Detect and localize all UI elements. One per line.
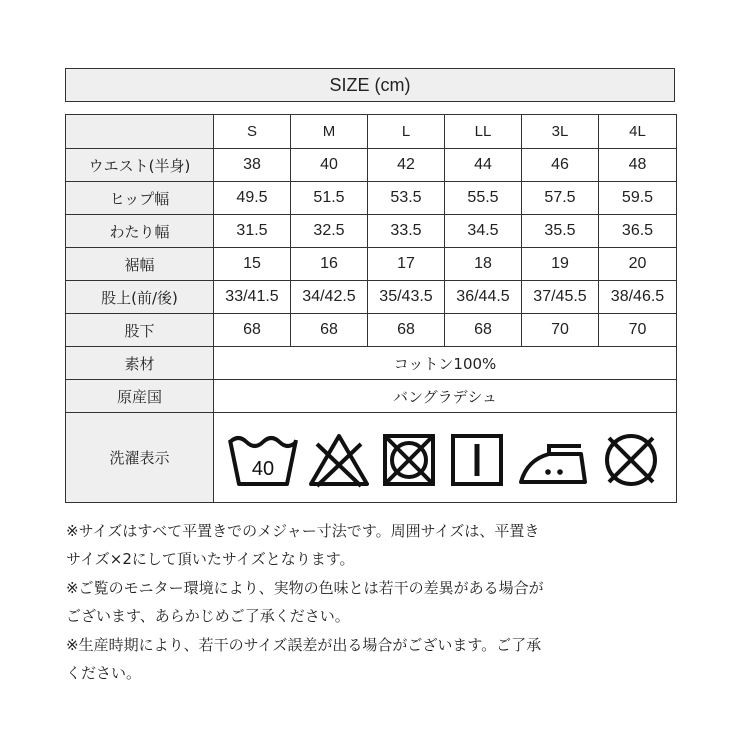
wash-temperature: 40 [251, 457, 275, 480]
size-header-4l: 4L [599, 115, 677, 149]
line-dry-icon [447, 430, 507, 490]
size-header-l: L [368, 115, 445, 149]
size-header-s: S [214, 115, 291, 149]
table-row-origin [66, 380, 677, 413]
size-title: SIZE (cm) [65, 68, 675, 102]
note-line: ございます、あらかじめご了承ください。 [66, 607, 350, 626]
table-cell: 70 [599, 314, 677, 347]
table-cell: 55.5 [445, 182, 522, 215]
table-cell: 57.5 [522, 182, 599, 215]
row-label-hip: ヒップ幅 [66, 182, 214, 215]
row-label-thigh: わたり幅 [66, 215, 214, 248]
table-cell: 68 [291, 314, 368, 347]
no-tumble-dry-icon [379, 430, 439, 490]
table-cell: 18 [445, 248, 522, 281]
table-cell: 34.5 [445, 215, 522, 248]
table-cell: 70 [522, 314, 599, 347]
note-line: サイズ×2にして頂いたサイズとなります。 [66, 550, 355, 569]
table-cell: 40 [291, 149, 368, 182]
table-cell: 46 [522, 149, 599, 182]
table-cell: 35.5 [522, 215, 599, 248]
table-cell: 34/42.5 [291, 281, 368, 314]
note-line: ※サイズはすべて平置きでのメジャー寸法です。周囲サイズは、平置き [66, 522, 540, 540]
table-cell: 32.5 [291, 215, 368, 248]
table-cell: 35/43.5 [368, 281, 445, 314]
table-cell: 42 [368, 149, 445, 182]
size-notes [66, 517, 676, 687]
row-label-origin: 原産国 [66, 380, 214, 413]
table-row-rise [66, 281, 677, 314]
table-cell: 37/45.5 [522, 281, 599, 314]
table-cell: 49.5 [214, 182, 291, 215]
table-cell: 36.5 [599, 215, 677, 248]
row-label-material: 素材 [66, 347, 214, 380]
material-value: コットン100% [214, 347, 677, 380]
table-row-hem [66, 248, 677, 281]
table-cell: 38 [214, 149, 291, 182]
note-line: ※生産時期により、若干のサイズ誤差が出る場合がございます。ご了承 [66, 635, 542, 654]
table-row-thigh [66, 215, 677, 248]
origin-value: バングラデシュ [214, 380, 677, 413]
no-bleach-icon [307, 430, 371, 490]
table-cell: 31.5 [214, 215, 291, 248]
care-symbols-cell [214, 413, 677, 503]
size-header-3l: 3L [522, 115, 599, 149]
header-corner-cell [66, 115, 214, 149]
care-symbols [214, 426, 676, 490]
row-label-waist: ウエスト(半身) [66, 149, 214, 182]
table-row-care [66, 413, 677, 503]
table-cell: 48 [599, 149, 677, 182]
size-table [65, 114, 677, 503]
size-header-row [66, 115, 677, 149]
table-row-waist [66, 149, 677, 182]
table-cell: 17 [368, 248, 445, 281]
table-cell: 68 [214, 314, 291, 347]
note-line: ください。 [66, 664, 142, 683]
table-row-material [66, 347, 677, 380]
row-label-rise: 股上(前/後) [66, 281, 214, 314]
table-cell: 15 [214, 248, 291, 281]
note-line: ※ご覧のモニター環境により、実物の色味とは若干の差異がある場合が [66, 578, 544, 597]
table-cell: 33.5 [368, 215, 445, 248]
no-dry-clean-icon [599, 430, 663, 490]
table-cell: 33/41.5 [214, 281, 291, 314]
iron-low-icon [515, 430, 591, 490]
table-cell: 36/44.5 [445, 281, 522, 314]
table-row-inseam [66, 314, 677, 347]
table-cell: 38/46.5 [599, 281, 677, 314]
table-cell: 20 [599, 248, 677, 281]
row-label-inseam: 股下 [66, 314, 214, 347]
size-header-ll: LL [445, 115, 522, 149]
table-cell: 59.5 [599, 182, 677, 215]
table-cell: 51.5 [291, 182, 368, 215]
row-label-care: 洗濯表示 [66, 413, 214, 503]
table-cell: 68 [368, 314, 445, 347]
table-cell: 19 [522, 248, 599, 281]
table-row-hip [66, 182, 677, 215]
table-cell: 44 [445, 149, 522, 182]
wash-40-tub-icon [227, 430, 299, 490]
size-header-m: M [291, 115, 368, 149]
table-cell: 16 [291, 248, 368, 281]
row-label-hem: 裾幅 [66, 248, 214, 281]
table-cell: 53.5 [368, 182, 445, 215]
table-cell: 68 [445, 314, 522, 347]
